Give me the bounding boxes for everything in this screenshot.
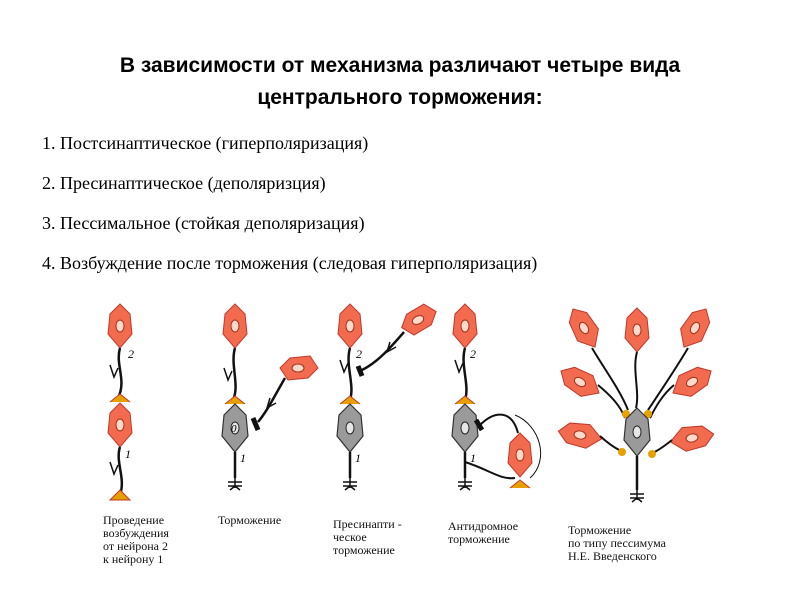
panel-presynaptic <box>337 301 441 490</box>
caption-inhibition: Торможение <box>218 513 282 527</box>
inhibitory-interneuron <box>280 356 318 380</box>
motor-neuron <box>452 404 478 452</box>
title-line-2: центрального торможения: <box>257 86 543 109</box>
neuron-label-2: 2 <box>128 347 134 361</box>
excitatory-neuron <box>668 422 715 453</box>
panel-pessimum <box>555 303 717 502</box>
panel-conduction <box>108 304 134 500</box>
excitatory-neuron <box>453 304 477 348</box>
svg-text:2: 2 <box>356 347 362 361</box>
svg-text:0: 0 <box>231 423 237 435</box>
neuron-1 <box>108 403 132 447</box>
neuron-2 <box>108 304 132 348</box>
list-item: 2. Пресинаптическое (деполяризция) <box>42 173 326 193</box>
svg-text:1: 1 <box>240 451 246 465</box>
panel-inhibition <box>222 304 318 490</box>
excitatory-neuron <box>674 303 717 353</box>
renshaw-cell <box>508 433 532 477</box>
caption-antidromic: Антидромное торможение <box>448 519 519 546</box>
excitatory-neuron <box>555 361 605 404</box>
caption-pessimum: Торможение по типу пессимума Н.Е. Введенского <box>568 523 666 563</box>
list-item: 1. Постсинаптическое (гиперполяризация) <box>42 133 369 153</box>
target-neuron <box>337 404 363 452</box>
title-line-1: В зависимости от механизма различают четыре вида <box>119 54 681 77</box>
excitatory-neuron <box>667 361 717 404</box>
excitatory-neuron <box>625 308 649 352</box>
caption-presynaptic: Пресинапти - ческое торможение <box>333 517 402 557</box>
svg-text:2: 2 <box>470 347 476 361</box>
excitatory-neuron <box>563 303 606 353</box>
excitatory-neuron <box>556 419 603 450</box>
caption-conduction: Проведение возбуждения от нейрона 2 к нейрону 1 <box>103 513 169 566</box>
excitatory-neuron <box>338 304 362 348</box>
panel-antidromic <box>452 304 541 490</box>
svg-text:1: 1 <box>470 451 476 465</box>
neuron-label-1: 1 <box>125 447 131 461</box>
excitatory-neuron <box>223 304 247 348</box>
list-item: 3. Пессимальное (стойкая деполяризация) <box>42 213 365 233</box>
svg-text:1: 1 <box>355 451 361 465</box>
list-item: 4. Возбуждение после торможения (следовая гиперполяризация) <box>42 253 538 273</box>
